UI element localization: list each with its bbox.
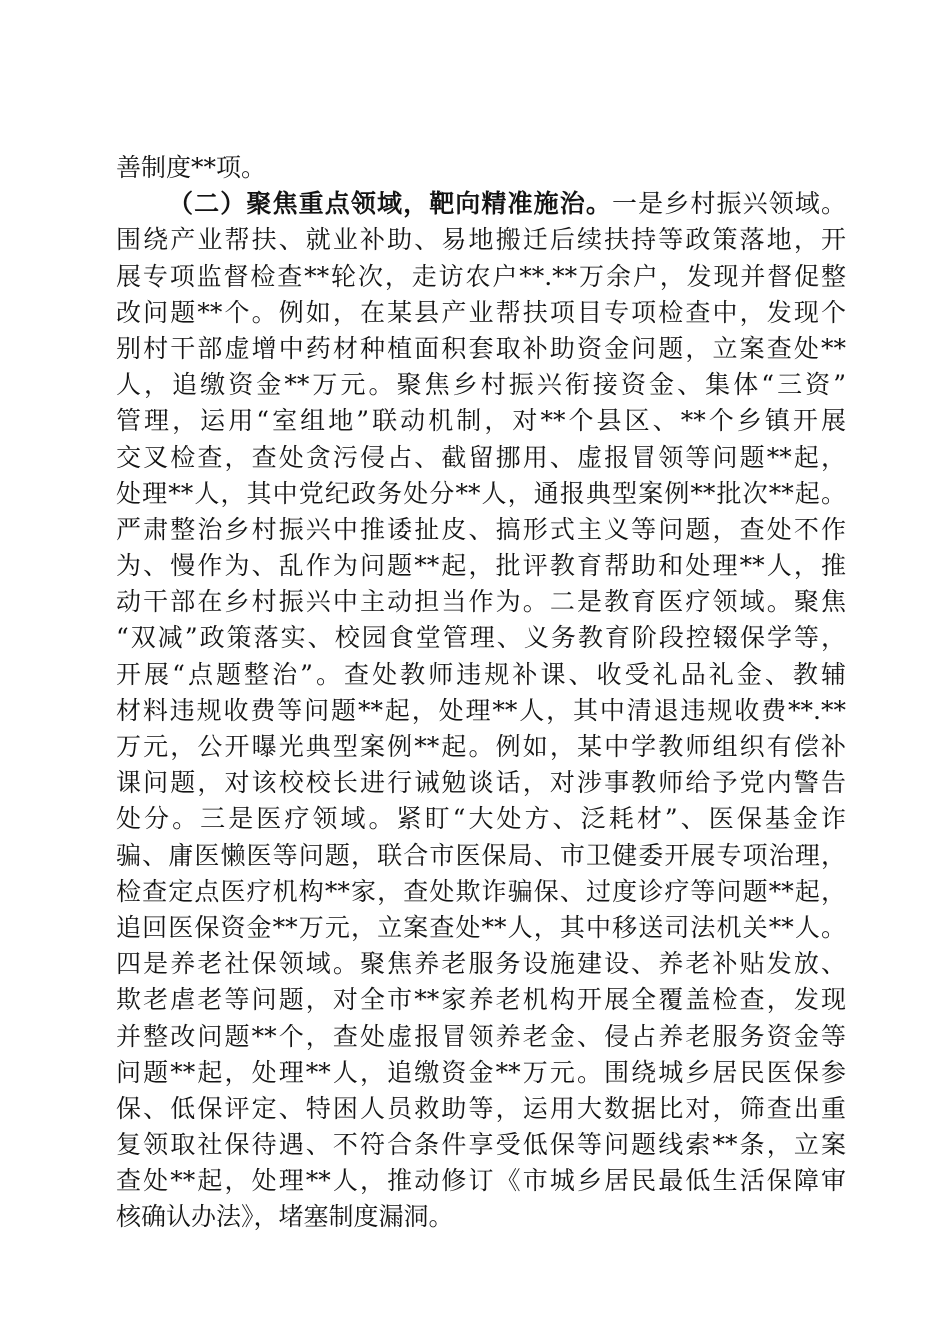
text-line: 交叉检查，查处贪污侵占、截留挪用、虚报冒领等问题**起， xyxy=(116,442,846,472)
text-line: 严肃整治乡村振兴中推诿扯皮、搞形式主义等问题，查处不作 xyxy=(116,514,846,544)
text-line: 骗、庸医懒医等问题，联合市医保局、市卫健委开展专项治理， xyxy=(116,840,846,870)
text-line: 检查定点医疗机构**家，查处欺诈骗保、过度诊疗等问题**起， xyxy=(116,876,846,906)
text-line: 欺老虐老等问题，对全市**家养老机构开展全覆盖检查，发现 xyxy=(116,985,846,1015)
text-line: 材料违规收费等问题**起，处理**人，其中清退违规收费**.** xyxy=(116,695,846,725)
text-line: 课问题，对该校校长进行诫勉谈话，对涉事教师给予党内警告 xyxy=(116,768,846,798)
text-line: 处分。三是医疗领域。紧盯“大处方、泛耗材”、医保基金诈 xyxy=(116,804,846,834)
text-line: 管理，运用“室组地”联动机制，对**个县区、**个乡镇开展 xyxy=(116,406,846,436)
text-line: 四是养老社保领域。聚焦养老服务设施建设、养老补贴发放、 xyxy=(116,949,846,979)
text-line: 复领取社保待遇、不符合条件享受低保等问题线索**条，立案 xyxy=(116,1130,846,1160)
text-line: 围绕产业帮扶、就业补助、易地搬迁后续扶持等政策落地，开 xyxy=(116,225,846,255)
text-line: 追回医保资金**万元，立案查处**人，其中移送司法机关**人。 xyxy=(116,912,846,942)
text-line: 保、低保评定、特困人员救助等，运用大数据比对，筛查出重 xyxy=(116,1093,846,1123)
text-line: 开展“点题整治”。查处教师违规补课、收受礼品礼金、教辅 xyxy=(116,659,846,689)
section-heading: （二）聚焦重点领域，靶向精准施治。 xyxy=(168,189,613,219)
text-line: 别村干部虚增中药材种植面积套取补助资金问题，立案查处** xyxy=(116,333,846,363)
text-line: 为、慢作为、乱作为问题**起，批评教育帮助和处理**人，推 xyxy=(116,551,846,581)
text-line: 问题**起，处理**人，追缴资金**万元。围绕城乡居民医保参 xyxy=(116,1057,846,1087)
text-line: 处理**人，其中党纪政务处分**人，通报典型案例**批次**起。 xyxy=(116,478,846,508)
text-line: 动干部在乡村振兴中主动担当作为。二是教育医疗领域。聚焦 xyxy=(116,587,846,617)
text-line: 万元，公开曝光典型案例**起。例如，某中学教师组织有偿补 xyxy=(116,732,846,761)
body-text xyxy=(116,150,846,1236)
text-line: 核确认办法》，堵塞制度漏洞。 xyxy=(116,1202,454,1232)
text-line: 改问题**个。例如，在某县产业帮扶项目专项检查中，发现个 xyxy=(116,297,846,327)
text-line: 人，追缴资金**万元。聚焦乡村振兴衔接资金、集体“三资” xyxy=(116,370,846,400)
section-lead-text: 一是乡村振兴领域。 xyxy=(612,189,846,219)
text-line: 并整改问题**个，查处虚报冒领养老金、侵占养老服务资金等 xyxy=(116,1021,846,1051)
text-line: “双减”政策落实、校园食堂管理、义务教育阶段控辍保学等， xyxy=(116,623,846,653)
text-line: 展专项监督检查**轮次，走访农户**.**万余户，发现并督促整 xyxy=(116,261,846,291)
section-heading-line xyxy=(116,186,846,222)
text-line: 查处**起，处理**人，推动修订《市城乡居民最低生活保障审 xyxy=(116,1166,846,1196)
text-line: 善制度**项。 xyxy=(116,153,267,182)
